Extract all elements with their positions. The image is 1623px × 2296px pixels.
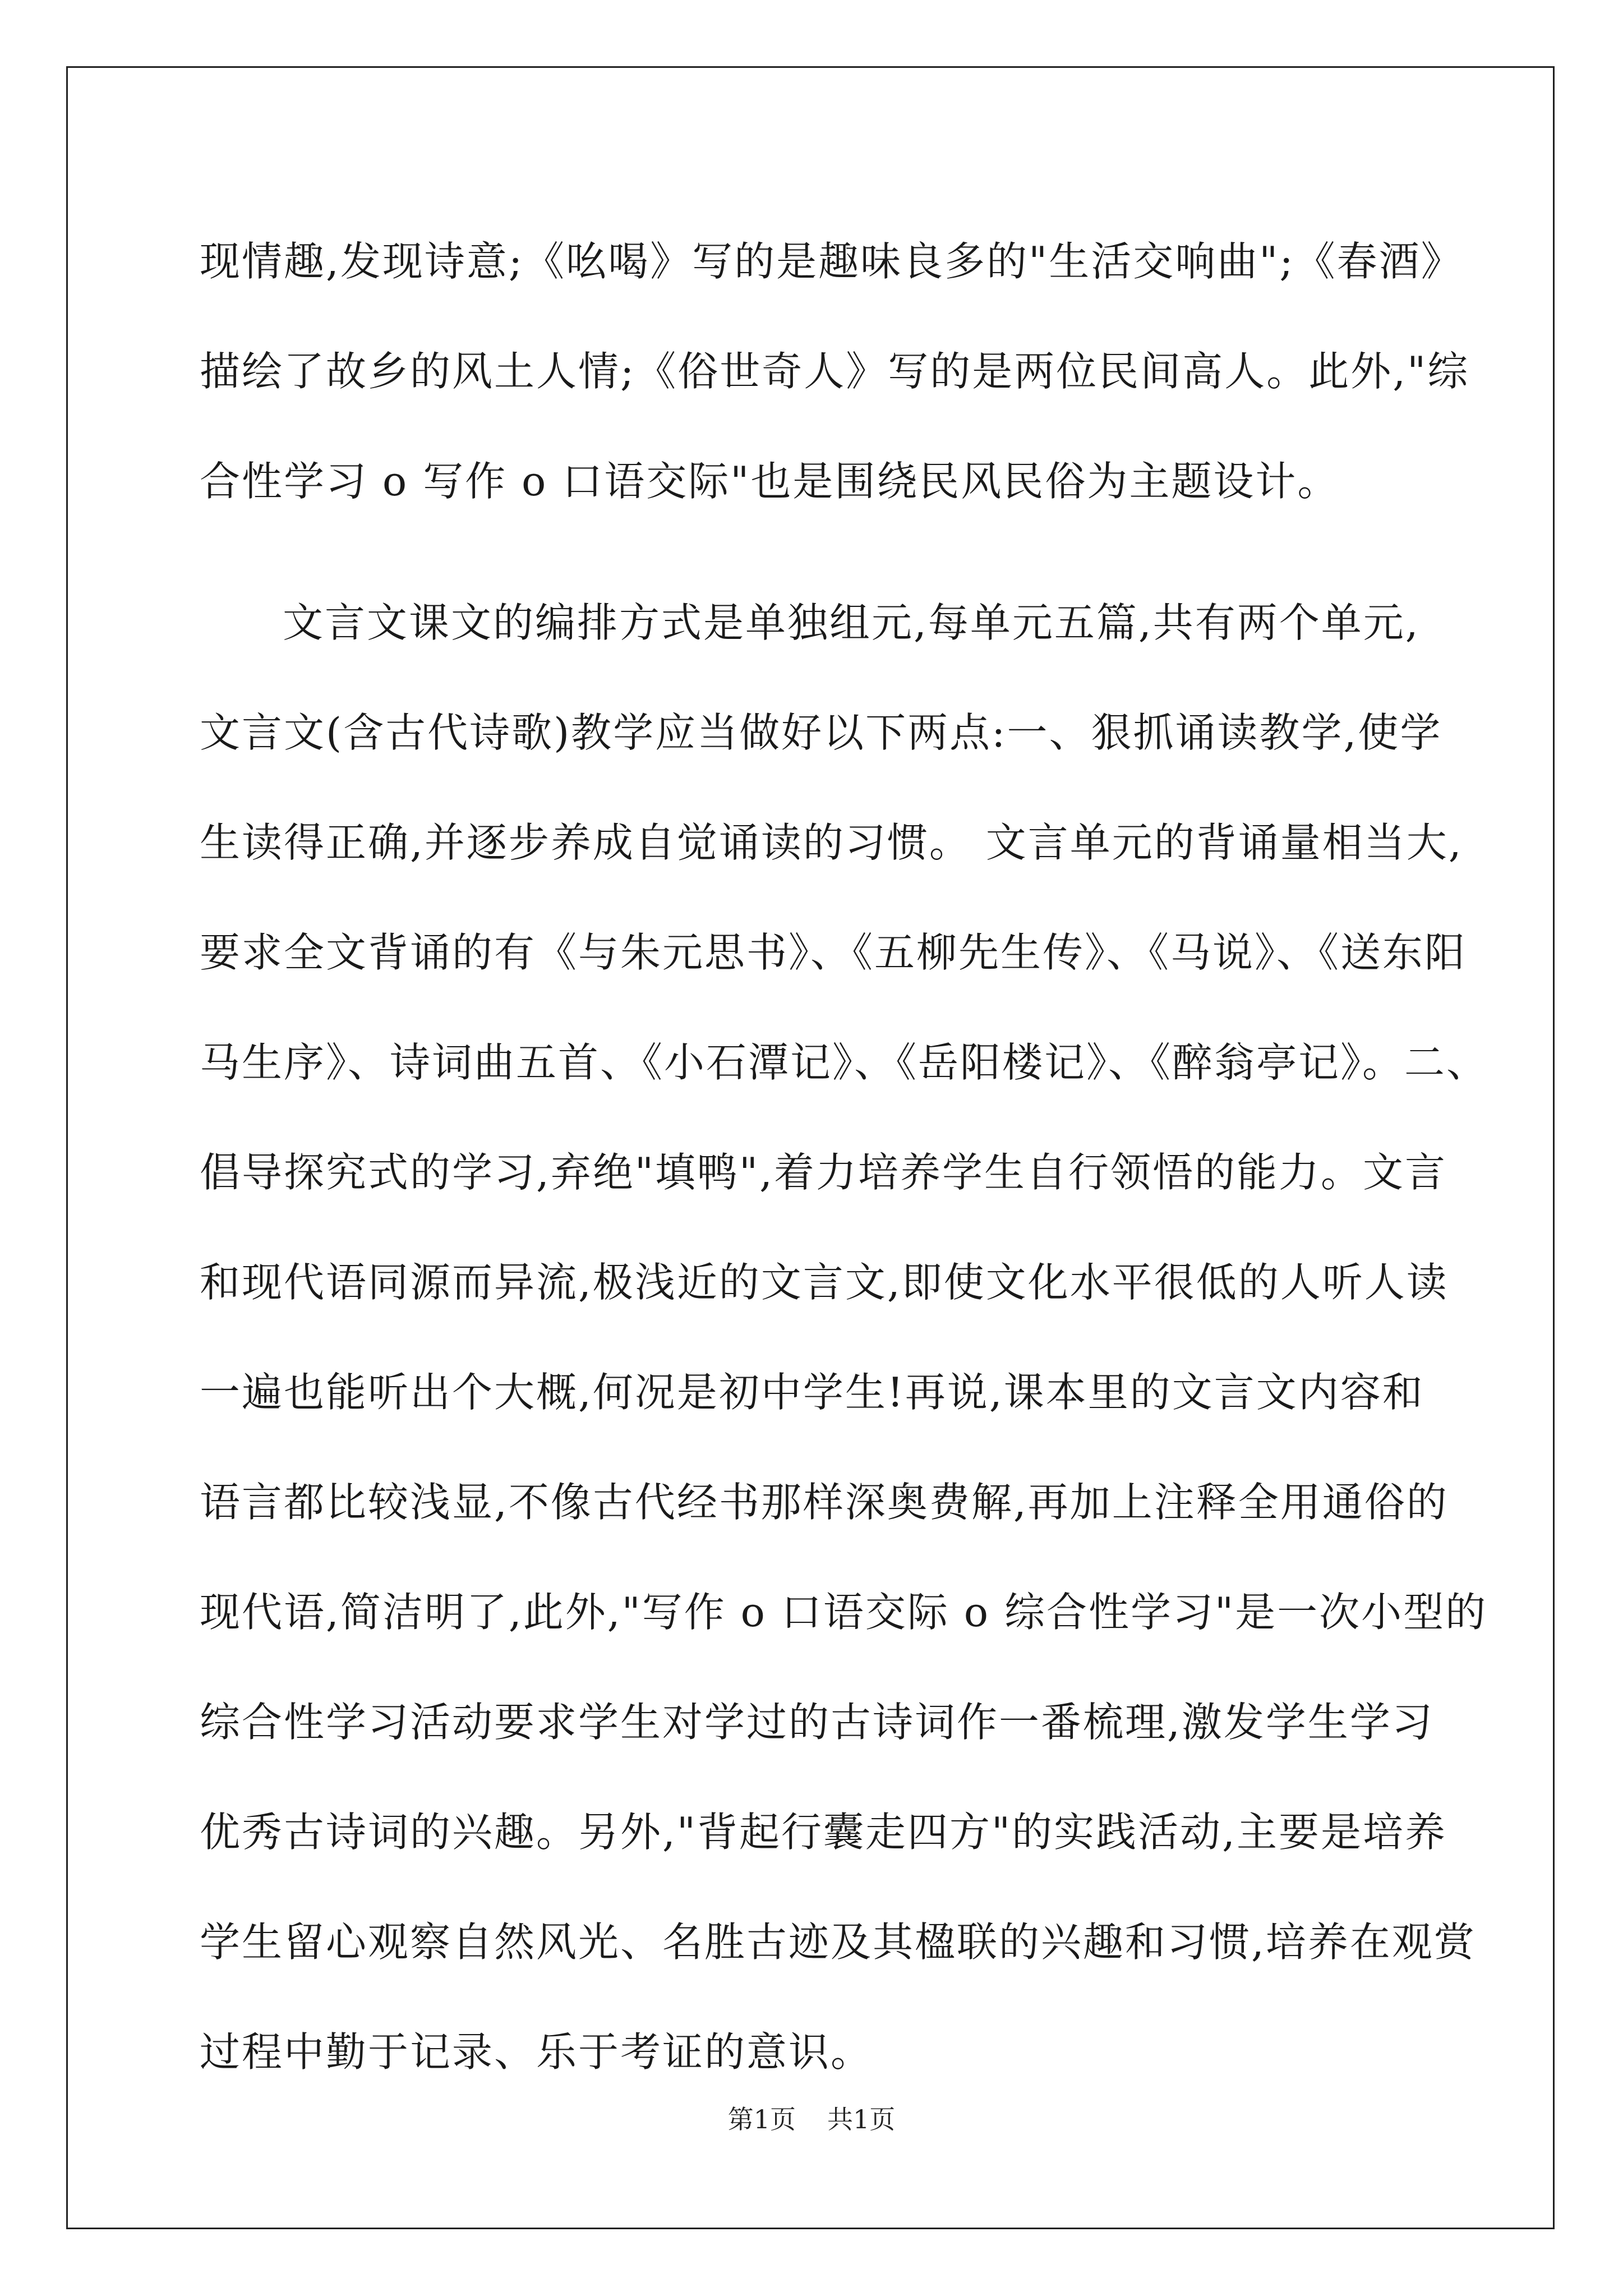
text-line: 文言文课文的编排方式是单独组元,每单元五篇,共有两个单元, <box>283 599 1420 646</box>
paragraph-1 <box>200 206 1470 536</box>
text-line: 优秀古诗词的兴趣。另外,"背起行囊走四方"的实践活动,主要是培养 <box>200 1809 1447 1856</box>
text-line: 学生留心观察自然风光、名胜古迹及其楹联的兴趣和习惯,培养在观赏 <box>200 1918 1476 1966</box>
text-line: 要求全文背诵的有《与朱元思书》、《五柳先生传》、《马说》、《送东阳 <box>200 929 1467 976</box>
text-line: 和现代语同源而异流,极浅近的文言文,即使文化水平很低的人听人读 <box>200 1259 1449 1306</box>
paragraph-2 <box>200 568 1489 2107</box>
text-line: 生读得正确,并逐步养成自觉诵读的习惯。 文言单元的背诵量相当大, <box>200 819 1463 866</box>
page-footer <box>0 2099 1623 2136</box>
text-line: 合性学习 o 写作 o 口语交际"也是围绕民风民俗为主题设计。 <box>200 458 1340 505</box>
document-body <box>200 206 1489 2107</box>
page-number: 第1页 <box>727 2104 796 2134</box>
text-line: 现情趣,发现诗意;《吆喝》写的是趣味良多的"生活交响曲";《春酒》 <box>200 238 1463 285</box>
text-line: 综合性学习活动要求学生对学过的古诗词作一番梳理,激发学生学习 <box>200 1699 1434 1746</box>
text-line: 马生序》、诗词曲五首、《小石潭记》、《岳阳楼记》、《醉翁亭记》。二、 <box>200 1039 1489 1086</box>
text-line: 现代语,简洁明了,此外,"写作 o 口语交际 o 综合性学习"是一次小型的 <box>200 1589 1488 1636</box>
text-line: 文言文(含古代诗歌)教学应当做好以下两点:一、狠抓诵读教学,使学 <box>200 709 1442 756</box>
page-total: 共1页 <box>827 2104 896 2134</box>
text-line: 语言都比较浅显,不像古代经书那样深奥费解,再加上注释全用通俗的 <box>200 1479 1449 1526</box>
text-line: 一遍也能听出个大概,何况是初中学生!再说,课本里的文言文内容和 <box>200 1369 1424 1416</box>
text-line: 倡导探究式的学习,弃绝"填鸭",着力培养学生自行领悟的能力。文言 <box>200 1149 1447 1196</box>
text-line: 过程中勤于记录、乐于考证的意识。 <box>200 2028 873 2076</box>
paragraph-spacer <box>200 536 1422 568</box>
text-line: 描绘了故乡的风土人情;《俗世奇人》写的是两位民间高人。此外,"综 <box>200 348 1470 395</box>
